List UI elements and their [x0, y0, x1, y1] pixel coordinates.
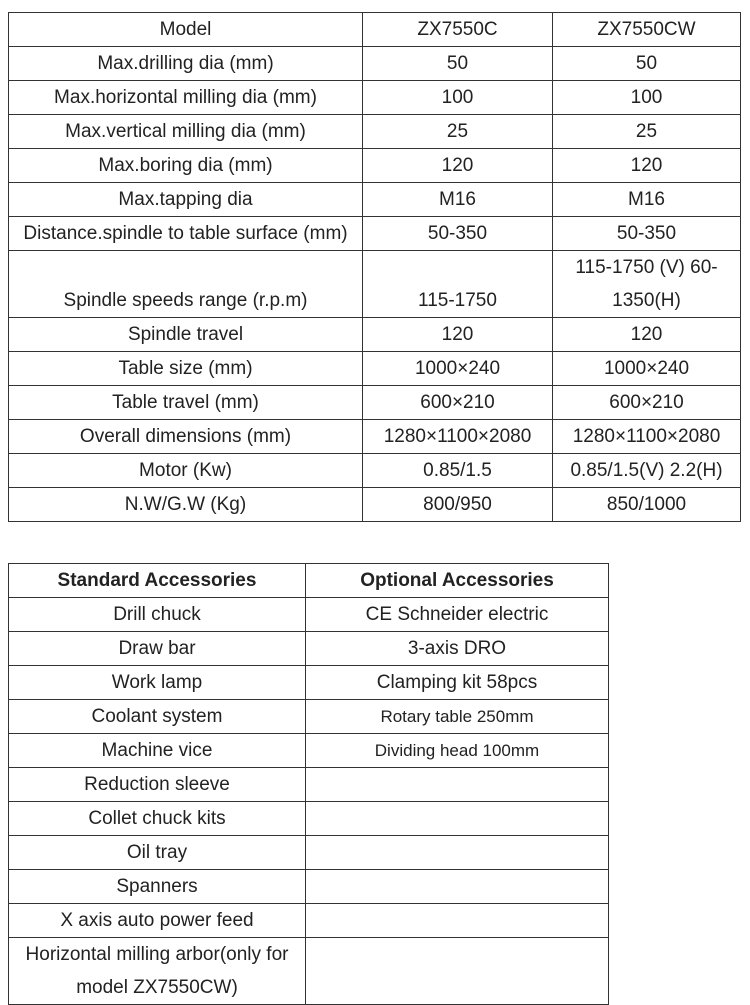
optional-accessory — [306, 802, 609, 836]
standard-accessory: Machine vice — [9, 734, 306, 768]
table-row — [9, 217, 741, 251]
table-row — [9, 938, 609, 1005]
spec-value-c: 800/950 — [363, 488, 553, 522]
optional-accessory: CE Schneider electric — [306, 598, 609, 632]
table-row — [9, 734, 609, 768]
spec-label: Max.drilling dia (mm) — [9, 47, 363, 81]
spec-value-c: 600×210 — [363, 386, 553, 420]
spec-value-c: 50-350 — [363, 217, 553, 251]
table-row — [9, 666, 609, 700]
table-row — [9, 115, 741, 149]
table-row — [9, 420, 741, 454]
accessories-table — [8, 563, 609, 1005]
specification-table — [8, 12, 741, 522]
spec-label: Max.tapping dia — [9, 183, 363, 217]
spec-value-c: 25 — [363, 115, 553, 149]
standard-accessory: Spanners — [9, 870, 306, 904]
spec-value-cw: 120 — [553, 318, 741, 352]
spec-label: Max.boring dia (mm) — [9, 149, 363, 183]
spec-value-c: 100 — [363, 81, 553, 115]
spec-label: Table travel (mm) — [9, 386, 363, 420]
standard-accessory: Collet chuck kits — [9, 802, 306, 836]
table-row — [9, 454, 741, 488]
spec-label: Spindle travel — [9, 318, 363, 352]
spec-value-cw: 25 — [553, 115, 741, 149]
table-row — [9, 598, 609, 632]
table-row — [9, 352, 741, 386]
spec-value-c: 1280×1100×2080 — [363, 420, 553, 454]
spec-label: Overall dimensions (mm) — [9, 420, 363, 454]
spec-label: Max.vertical milling dia (mm) — [9, 115, 363, 149]
table-row — [9, 183, 741, 217]
standard-accessory: Draw bar — [9, 632, 306, 666]
table-row — [9, 251, 741, 318]
table-row — [9, 870, 609, 904]
standard-accessory: X axis auto power feed — [9, 904, 306, 938]
spec-value-cw: 600×210 — [553, 386, 741, 420]
table-row — [9, 318, 741, 352]
spec-label: N.W/G.W (Kg) — [9, 488, 363, 522]
spec-value-c: 1000×240 — [363, 352, 553, 386]
standard-accessory: Drill chuck — [9, 598, 306, 632]
header-model: Model — [9, 13, 363, 47]
spec-value-cw: 50 — [553, 47, 741, 81]
spec-value-c: 0.85/1.5 — [363, 454, 553, 488]
optional-accessory — [306, 768, 609, 802]
optional-accessory — [306, 870, 609, 904]
spec-header-row — [9, 13, 741, 47]
table-row — [9, 632, 609, 666]
spec-value-c: 120 — [363, 149, 553, 183]
optional-accessory: Rotary table 250mm — [306, 700, 609, 734]
standard-accessory: Horizontal milling arbor(only for model ZX7550CW) — [9, 938, 306, 1005]
table-row — [9, 47, 741, 81]
standard-accessory: Reduction sleeve — [9, 768, 306, 802]
optional-accessory: 3-axis DRO — [306, 632, 609, 666]
spec-value-c: M16 — [363, 183, 553, 217]
spec-label: Table size (mm) — [9, 352, 363, 386]
optional-accessory — [306, 836, 609, 870]
header-zx7550cw: ZX7550CW — [553, 13, 741, 47]
header-standard-accessories: Standard Accessories — [9, 564, 306, 598]
table-row — [9, 700, 609, 734]
table-row — [9, 768, 609, 802]
spec-value-cw: 50-350 — [553, 217, 741, 251]
spec-label: Distance.spindle to table surface (mm) — [9, 217, 363, 251]
spec-value-cw: 850/1000 — [553, 488, 741, 522]
table-row — [9, 488, 741, 522]
spec-value-cw: 1000×240 — [553, 352, 741, 386]
spec-value-cw: 115-1750 (V) 60-1350(H) — [553, 251, 741, 318]
spec-label: Spindle speeds range (r.p.m) — [9, 251, 363, 318]
spec-value-c: 120 — [363, 318, 553, 352]
table-row — [9, 81, 741, 115]
standard-accessory: Coolant system — [9, 700, 306, 734]
optional-accessory — [306, 938, 609, 1005]
optional-accessory: Clamping kit 58pcs — [306, 666, 609, 700]
table-row — [9, 386, 741, 420]
spec-value-cw: 100 — [553, 81, 741, 115]
optional-accessory: Dividing head 100mm — [306, 734, 609, 768]
table-row — [9, 904, 609, 938]
optional-accessory — [306, 904, 609, 938]
spec-label: Max.horizontal milling dia (mm) — [9, 81, 363, 115]
header-optional-accessories: Optional Accessories — [306, 564, 609, 598]
spec-value-cw: 120 — [553, 149, 741, 183]
spec-value-c: 115-1750 — [363, 251, 553, 318]
table-row — [9, 149, 741, 183]
spec-value-c: 50 — [363, 47, 553, 81]
spec-value-cw: 0.85/1.5(V) 2.2(H) — [553, 454, 741, 488]
standard-accessory: Oil tray — [9, 836, 306, 870]
header-zx7550c: ZX7550C — [363, 13, 553, 47]
spec-label: Motor (Kw) — [9, 454, 363, 488]
accessories-header-row — [9, 564, 609, 598]
table-row — [9, 836, 609, 870]
spec-value-cw: M16 — [553, 183, 741, 217]
table-row — [9, 802, 609, 836]
spec-value-cw: 1280×1100×2080 — [553, 420, 741, 454]
standard-accessory: Work lamp — [9, 666, 306, 700]
